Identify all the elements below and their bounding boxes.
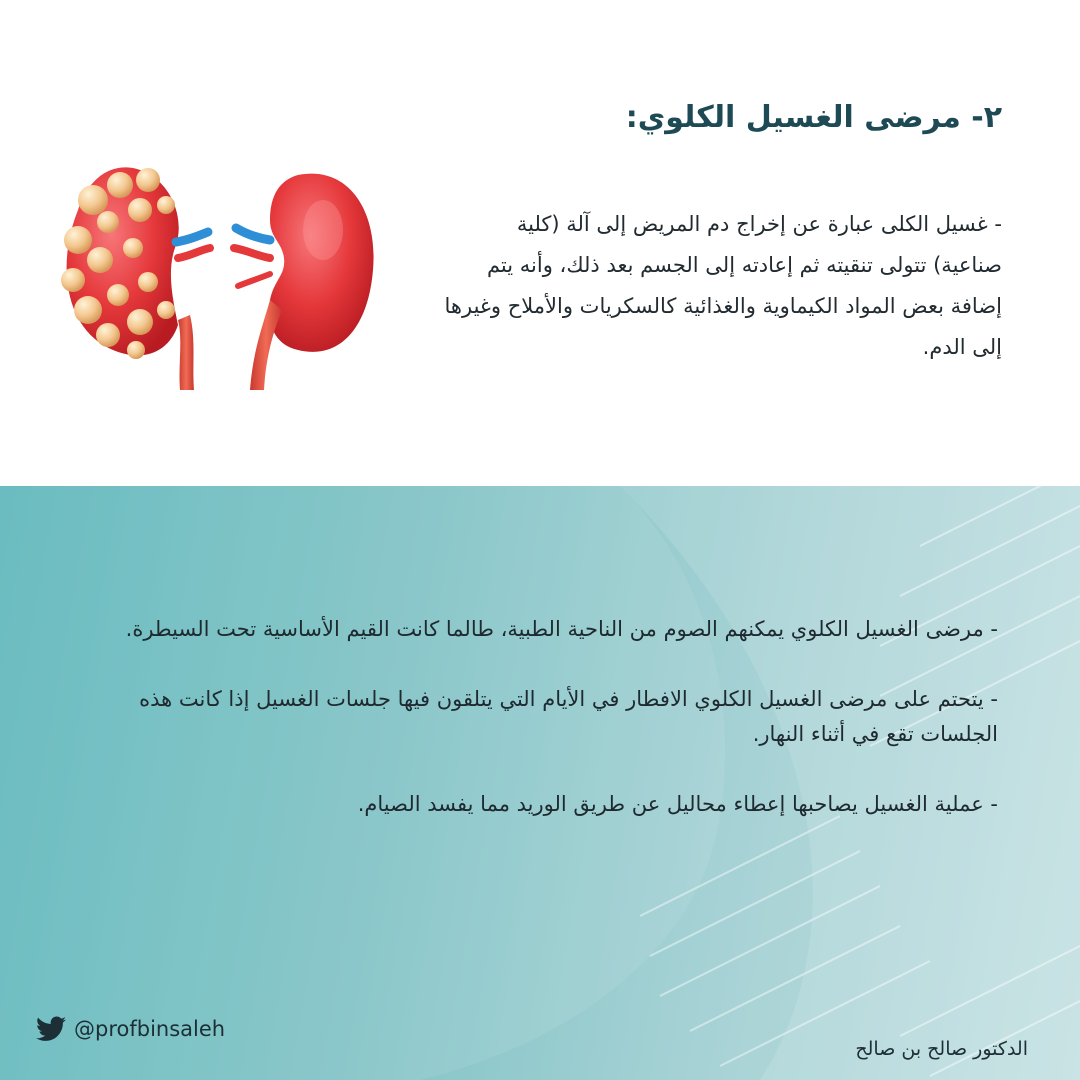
points-list	[98, 612, 998, 857]
top-section	[0, 0, 1080, 486]
intro-paragraph: - غسيل الكلى عبارة عن إخراج دم المريض إلى آلة (كلية صناعية) تتولى تنقيته ثم إعادته إلى الجسم بعد ذلك، وأنه يتم إضافة بعض المواد الكيماوية والغذائية كالسكريات والأملاح وغيرها إلى الدم.	[444, 212, 1002, 359]
twitter-bird-icon	[36, 1016, 66, 1042]
section-heading: ٢- مرضى الغسيل الكلوي:	[625, 100, 1002, 135]
bottom-section	[0, 486, 1080, 1080]
point-item: - عملية الغسيل يصاحبها إعطاء محاليل عن طريق الوريد مما يفسد الصيام.	[357, 792, 998, 816]
point-item: - مرضى الغسيل الكلوي يمكنهم الصوم من الناحية الطبية، طالما كانت القيم الأساسية تحت السيطرة.	[125, 617, 998, 641]
point-item: - يتحتم على مرضى الغسيل الكلوي الافطار في الأيام التي يتلقون فيها جلسات الغسيل إذا كانت هذه الجلسات تقع في أثناء النهار.	[139, 687, 998, 746]
twitter-handle[interactable]: @profbinsaleh	[74, 1017, 226, 1041]
twitter-handle-block[interactable]	[36, 1016, 225, 1042]
kidney-illustration	[48, 150, 388, 400]
polycystic-kidney	[61, 167, 210, 390]
author-signature: الدكتور صالح بن صالح	[855, 1038, 1028, 1060]
healthy-kidney	[234, 174, 374, 390]
